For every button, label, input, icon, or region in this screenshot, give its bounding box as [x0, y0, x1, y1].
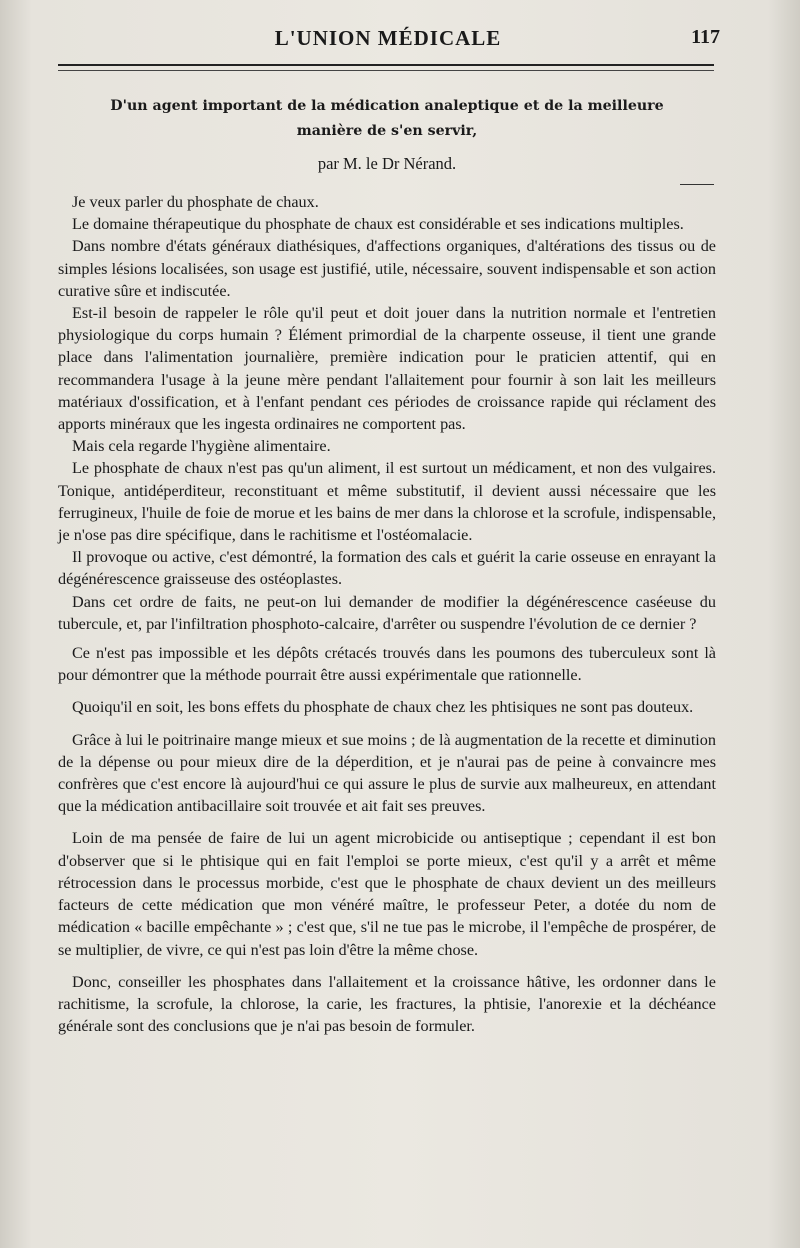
header-rule: [58, 64, 714, 66]
article-author: par M. le Dr Nérand.: [317, 154, 457, 173]
paragraph: Mais cela regarde l'hygiène alimentaire.: [72, 437, 331, 456]
running-head: [56, 26, 720, 56]
paragraph: Quoiqu'il en soit, les bons effets du phosphate de chaux chez les phtisiques ne sont pas douteux.: [72, 698, 694, 717]
paragraph: Le domaine thérapeutique du phosphate de chaux est considérable et ses indications multiples.: [72, 215, 684, 234]
paragraph: Est-il besoin de rappeler le rôle qu'il peut et doit jouer dans la nutrition normale et l'entretien physiologique du corps humain ? Élément primordial de la charpente osseuse, il tient une grande place dans l'alimentation journalière, première indication pour le praticien attentif, qui en recommandera l'usage à la jeune mère pendant l'allaitement pour fournir à son lait les meilleurs matériaux d'ossification, et à l'enfant pendant ces périodes de croissance rapide qui réclament des apports minéraux que les ingesta ordinaires ne comportent pas.: [58, 304, 716, 434]
paragraph: Dans nombre d'états généraux diathésiques, d'affections organiques, d'altérations des tissus ou de simples lésions localisées, son usage est justifié, utile, nécessaire, souvent indispensable et son action curative sûre et indiscutée.: [58, 237, 716, 300]
page-number: 117: [691, 26, 720, 48]
article-title-line-1: D'un agent important de la médication analeptique et de la meilleure: [110, 98, 664, 114]
paragraph: Je veux parler du phosphate de chaux.: [72, 193, 319, 211]
article-title-line-2: manière de s'en servir,: [296, 123, 478, 139]
article: [58, 94, 716, 1037]
header-rule-thin: [58, 70, 714, 71]
journal-title: L'UNION MÉDICALE: [274, 26, 502, 50]
paragraph: Ce n'est pas impossible et les dépôts crétacés trouvés dans les poumons des tuberculeux sont là pour démontrer que la méthode pourrait être aussi expérimentale que rationnelle.: [58, 644, 716, 685]
paragraph: Il provoque ou active, c'est démontré, la formation des cals et guérit la carie osseuse en enrayant la dégénérescence graisseuse des ostéoplastes.: [58, 548, 716, 589]
article-body: [58, 191, 716, 1037]
byline-rule: [680, 184, 714, 185]
paragraph: Le phosphate de chaux n'est pas qu'un aliment, il est surtout un médicament, et non des vulgaires. Tonique, antidéperditeur, reconstituant et même substitutif, il devient aussi nécessaire que les ferrugineux, l'huile de foie de morue et les bains de mer dans la chlorose et la scrofule, indispensable, je n'ose pas dire spécifique, dans le rachitisme et l'ostéomalacie.: [58, 459, 716, 545]
paragraph: Donc, conseiller les phosphates dans l'allaitement et la croissance hâtive, les ordonner dans le rachitisme, la scrofule, la chlorose, la carie, les fractures, la phtisie, l'anorexie et la déchéance générale sont des conclusions que je n'ai pas besoin de formuler.: [58, 972, 716, 1036]
paragraph: Grâce à lui le poitrinaire mange mieux et sue moins ; de là augmentation de la recette et diminution de la dépense ou pour mieux dire de la déperdition, et je n'aurai pas de peine à convaincre mes confrères que c'est encore là aujourd'hui ce qui assure le plus de survie aux malheureux, en attendant que la médication antibacillaire soit trouvée et ait fait ses preuves.: [58, 730, 716, 816]
paragraph: Dans cet ordre de faits, ne peut-on lui demander de modifier la dégénérescence caséeuse du tubercule, et, par l'infiltration phosphoto-calcaire, d'arrêter ou suspendre l'évolution de ce dernier ?: [58, 592, 716, 633]
paragraph: Loin de ma pensée de faire de lui un agent microbicide ou antiseptique ; cependant il est bon d'observer que si le phtisique qui en fait l'emploi se porte mieux, c'est qu'il y a arrêt et même rétrocession dans le processus morbide, c'est que le phosphate de chaux devient un des meilleurs facteurs de cette médication que mon vénéré maître, le professeur Peter, a dotée du nom de médication « bacille empêchante » ; c'est que, s'il ne tue pas le microbe, il l'empêche de prospérer, de se multiplier, de vivre, ce qui n'est pas loin d'être la même chose.: [58, 829, 716, 959]
